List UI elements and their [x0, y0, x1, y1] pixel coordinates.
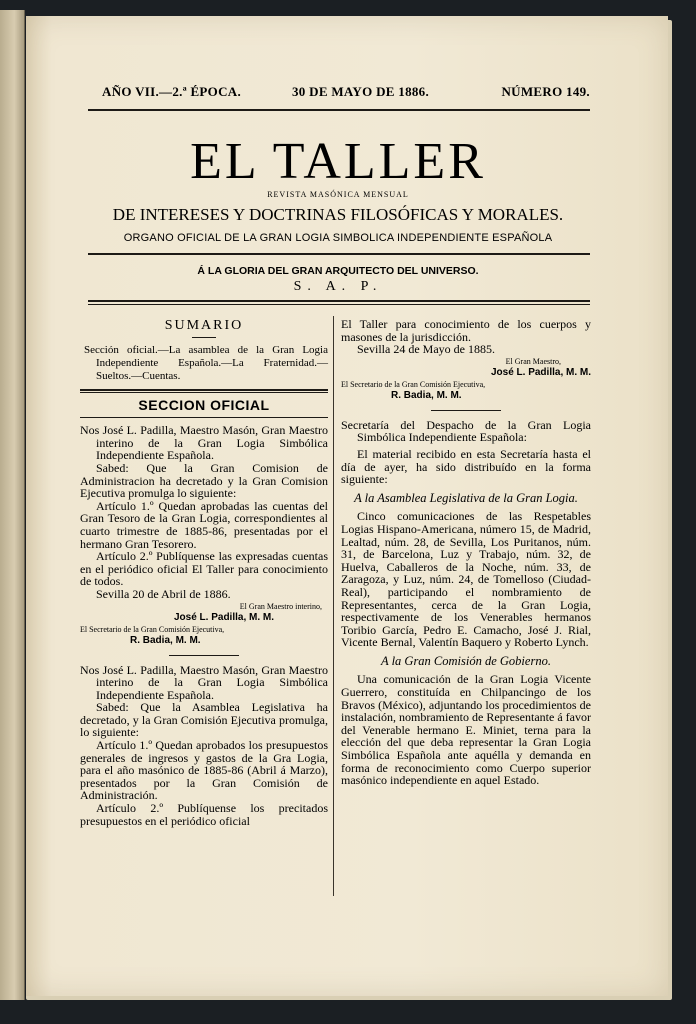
comision-text: Una comunicación de la Gran Logia Vicente Guerrero, constituída en Chilpancingo de los Bravos (México), adjuntando los procedimientos de instalación, nombramiento de Representante á favor del Venerable hermano E. Miniet, terna para la elección del que deba representar la Gran Logia Simbólica Española ante aquélla y demanda en forma de reconocimiento como Cuerpo superior masónico independiente en aquel Estado. [341, 672, 591, 788]
decree-separator [169, 655, 239, 656]
decree1-sig2-name: R. Badia, M. M. [130, 634, 201, 646]
asamblea-subheading: A la Asamblea Legislativa de la Gran Logia. [354, 490, 578, 505]
decree1-date: Sevilla 20 de Abril de 1886. [96, 586, 231, 601]
sumario-text: Sección oficial.—La asamblea de la Gran Logia Independiente Española.—La Fraternidad.—Sueltos.—Cuentas. [84, 343, 328, 382]
previous-page-edge [0, 10, 25, 1000]
decree2-sabed: Sabed: Que la Asamblea Legislativa ha decretado, y la Gran Comisión Ejecutiva promulga, lo siguiente: [80, 700, 328, 740]
columns-top-rule-thin [88, 304, 590, 305]
decree2-article2: Artículo 2.º Publíquense los precitados presupuestos en el periódico oficial [80, 801, 328, 828]
header-year: AÑO VII.—2.ª ÉPOCA. [102, 84, 242, 99]
decree2-intro: Nos José L. Padilla, Maestro Masón, Gran Maestro interino de la Gran Logia Simbólica Independiente Española. [80, 662, 328, 702]
comision-subheading: A la Gran Comisión de Gobierno. [381, 653, 551, 668]
secretaria-heading: Secretaría del Despacho de la Gran Logia Simbólica Independiente Española: [341, 417, 591, 445]
decree2-date: Sevilla 24 de Mayo de 1885. [357, 342, 495, 357]
masthead-sap: S. A. P. [293, 279, 383, 294]
asamblea-text: Cinco comunicaciones de las Respetables Logias Hispano-Americana, número 15, de Madrid, Lealtad, núm. 28, de Sevilla, Los Puritanos, núm. 31, de Barcelona, Luz y Trabajo, núm. 32, de Huelva, Caballeros de la Noche, núm. 33, de Zaragoza, y Luz, núm. 24, de Tomelloso (Ciudad-Real), participando el nombramiento de Representantes, cerca de la Gran Logia, respectivamente de los Venerables hermanos Toribio García, Pedro E. Camacho, José J. Rial, Vicente Bernal, Valentín Baquero y Roberto Lynch. [341, 509, 591, 650]
decree1-sig2-role: El Secretario de la Gran Comisión Ejecutiva, [80, 624, 225, 634]
decree2-sig1-role: El Gran Maestro, [505, 356, 561, 366]
left-column [80, 318, 328, 827]
seccion-rule [80, 417, 328, 418]
columns-top-rule [88, 300, 590, 302]
decree2-sig2-role: El Secretario de la Gran Comisión Ejecutiva, [341, 379, 486, 389]
decree1-article2: Artículo 2.º Publíquense las expresadas cuentas en el periódico oficial El Taller para conocimiento de todos. [80, 549, 328, 589]
masthead-gloria: Á LA GLORIA DEL GRAN ARQUITECTO DEL UNIVERSO. [197, 265, 479, 277]
decree2-sig2-name: R. Badia, M. M. [391, 389, 462, 401]
masthead-title: EL TALLER [190, 133, 486, 190]
right-column [341, 318, 591, 787]
secretaria-separator [431, 410, 501, 411]
seccion-oficial-heading: SECCION OFICIAL [138, 396, 270, 413]
masthead-subtitle-small: REVISTA MASÓNICA MENSUAL [267, 190, 409, 199]
decree1-article1: Artículo 1.º Quedan aprobadas las cuentas del Gran Tesoro de la Gran Logia, correspondientes al cuarto trimestre de 1885-86, presentadas por el hermano Gran Tesorero. [80, 498, 328, 551]
decree2-sig1-name: José L. Padilla, M. M. [490, 366, 591, 378]
sumario-bottom-rule [80, 389, 328, 393]
masthead-organ: ORGANO OFICIAL DE LA GRAN LOGIA SIMBOLICA INDEPENDIENTE ESPAÑOLA [123, 232, 553, 244]
secretaria-intro: El material recibido en esta Secretaría hasta el día de ayer, ha sido distribuído en la forma siguiente: [341, 446, 591, 487]
decree1-sabed: Sabed: Que la Gran Comision de Administracion ha decretado y la Gran Comision Ejecutiva promulga lo siguiente: [80, 460, 328, 501]
header-date: 30 DE MAYO DE 1886. [292, 84, 430, 99]
decree1-sig1-role: El Gran Maestro interino, [239, 601, 322, 611]
header-rule [88, 109, 590, 111]
masthead-rule [88, 253, 590, 255]
decree1-sig1-name: José L. Padilla, M. M. [173, 611, 275, 623]
column-divider [333, 316, 334, 896]
masthead-subtitle-main: DE INTERESES Y DOCTRINAS FILOSÓFICAS Y MORALES. [112, 205, 564, 224]
sumario-heading: SUMARIO [164, 318, 244, 333]
decree2-article1: Artículo 1.º Quedan aprobados los presupuestos generales de ingresos y gastos de la Gra Logia, para el año masónico de 1885-86 (Abril á Marzo), presentados por la Gran Comisión de Administración. [80, 738, 328, 803]
header-number: NÚMERO 149. [501, 84, 590, 99]
sumario-rule [192, 337, 216, 338]
header-line [76, 84, 590, 106]
decree1-intro: Nos José L. Padilla, Maestro Masón, Gran Maestro interino de la Gran Logia Simbólica Independiente Española. [80, 423, 328, 463]
decree2-continuation: El Taller para conocimiento de los cuerpos y masones de la jurisdicción. [341, 317, 591, 344]
